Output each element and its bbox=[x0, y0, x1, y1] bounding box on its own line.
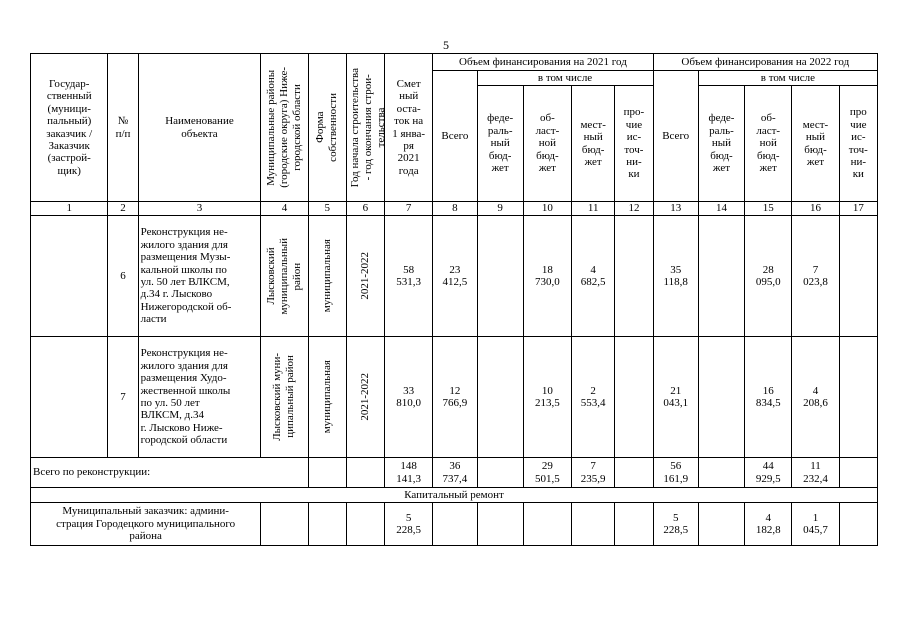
federal-2021-cell bbox=[477, 216, 523, 337]
financing-table bbox=[30, 53, 878, 546]
total-2022: 56 161,9 bbox=[653, 458, 698, 488]
column-number: 16 bbox=[792, 202, 839, 216]
empty-cell bbox=[477, 458, 523, 488]
object-name: Реконструкция не- жилого здания для размещения Музы- кальной школы по ул. 50 лет ВЛКСМ, д.34 г. Лысково Нижегородской об- ласти bbox=[138, 216, 261, 337]
page-number: 5 bbox=[443, 38, 449, 52]
total-local-2021: 7 235,9 bbox=[572, 458, 615, 488]
header-num: № п/п bbox=[108, 54, 138, 202]
capital-balance: 5 228,5 bbox=[385, 503, 433, 546]
header-local-2021: мест- ный бюд- жет bbox=[572, 86, 615, 202]
header-other-2021: про- чие ис- точ- ни- ки bbox=[615, 86, 653, 202]
total-2021: 36 737,4 bbox=[433, 458, 477, 488]
empty-cell bbox=[308, 503, 346, 546]
header-federal-2021: феде- раль- ный бюд- жет bbox=[477, 86, 523, 202]
header-local-2022: мест- ный бюд- жет bbox=[792, 86, 839, 202]
federal-2021-cell bbox=[477, 337, 523, 458]
other-2022-cell bbox=[839, 216, 877, 337]
column-number: 1 bbox=[31, 202, 108, 216]
other-2021-cell bbox=[615, 216, 653, 337]
column-number-row bbox=[31, 202, 878, 216]
header-other-2022: про чие ис- точ- ни- ки bbox=[839, 86, 877, 202]
column-number: 2 bbox=[108, 202, 138, 216]
total-regional-2022: 44 929,5 bbox=[745, 458, 792, 488]
header-regional-2021: об- ласт- ной бюд- жет bbox=[523, 86, 571, 202]
total-2022-cell: 21 043,1 bbox=[653, 337, 698, 458]
column-number: 3 bbox=[138, 202, 261, 216]
header-fin-2022: Объем финансирования на 2022 год bbox=[653, 54, 877, 71]
total-2022-cell: 35 118,8 bbox=[653, 216, 698, 337]
column-number: 4 bbox=[261, 202, 308, 216]
column-number: 13 bbox=[653, 202, 698, 216]
capital-local-2022: 1 045,7 bbox=[792, 503, 839, 546]
table-row bbox=[31, 503, 878, 546]
empty-cell bbox=[477, 503, 523, 546]
header-years: Год начала строительства - год окончания строи- тельства bbox=[346, 54, 384, 202]
header-total-2022: Всего bbox=[653, 71, 698, 202]
header-federal-2022: феде- раль- ный бюд- жет bbox=[698, 86, 744, 202]
local-2021-cell: 4 682,5 bbox=[572, 216, 615, 337]
regional-2021-cell: 10 213,5 bbox=[523, 337, 571, 458]
header-incl-2021: в том числе bbox=[477, 71, 653, 86]
column-number: 10 bbox=[523, 202, 571, 216]
other-2021-cell bbox=[615, 337, 653, 458]
section-title: Капитальный ремонт bbox=[31, 488, 878, 503]
row-number: 6 bbox=[108, 216, 138, 337]
column-number: 9 bbox=[477, 202, 523, 216]
column-number: 7 bbox=[385, 202, 433, 216]
total-row bbox=[31, 458, 878, 488]
customer-cell bbox=[31, 216, 108, 337]
total-regional-2021: 29 501,5 bbox=[523, 458, 571, 488]
header-regional-2022: об- ласт- ной бюд- жет bbox=[745, 86, 792, 202]
empty-cell bbox=[615, 458, 653, 488]
regional-2022-cell: 16 834,5 bbox=[745, 337, 792, 458]
regional-2022-cell: 28 095,0 bbox=[745, 216, 792, 337]
local-2022-cell: 4 208,6 bbox=[792, 337, 839, 458]
empty-cell bbox=[698, 458, 744, 488]
header-customer: Государ- ственный (муници- пальный) заказчик / Заказчик (застрой- щик) bbox=[31, 54, 108, 202]
empty-cell bbox=[346, 458, 384, 488]
header-total-2021: Всего bbox=[433, 71, 477, 202]
empty-cell bbox=[615, 503, 653, 546]
total-2021-cell: 12 766,9 bbox=[433, 337, 477, 458]
column-number: 6 bbox=[346, 202, 384, 216]
column-number: 15 bbox=[745, 202, 792, 216]
empty-cell bbox=[839, 503, 877, 546]
header-fin-2021: Объем финансирования на 2021 год bbox=[433, 54, 653, 71]
total-balance: 148 141,3 bbox=[385, 458, 433, 488]
empty-cell bbox=[433, 503, 477, 546]
capital-regional-2022: 4 182,8 bbox=[745, 503, 792, 546]
empty-cell bbox=[346, 503, 384, 546]
empty-cell bbox=[572, 503, 615, 546]
empty-cell bbox=[698, 503, 744, 546]
row-number: 7 bbox=[108, 337, 138, 458]
years-cell: 2021-2022 bbox=[346, 337, 384, 458]
table-row bbox=[31, 337, 878, 458]
header-ownership: Форма собственности bbox=[308, 54, 346, 202]
object-name: Реконструкция не- жилого здания для размещения Худо- жественной школы по ул. 50 лет ВЛКСМ, д.34 г. Лысково Ниже- городской области bbox=[138, 337, 261, 458]
years-cell: 2021-2022 bbox=[346, 216, 384, 337]
ownership-cell: муниципальная bbox=[308, 216, 346, 337]
header-districts: Муниципальные районы (городские округа) Ниже- городской области bbox=[261, 54, 308, 202]
local-2021-cell: 2 553,4 bbox=[572, 337, 615, 458]
balance-cell: 58 531,3 bbox=[385, 216, 433, 337]
local-2022-cell: 7 023,8 bbox=[792, 216, 839, 337]
regional-2021-cell: 18 730,0 bbox=[523, 216, 571, 337]
balance-cell: 33 810,0 bbox=[385, 337, 433, 458]
district-cell: Лысковский муниципальный район bbox=[261, 216, 308, 337]
customer-cell bbox=[31, 337, 108, 458]
column-number: 12 bbox=[615, 202, 653, 216]
total-label: Всего по реконструкции: bbox=[31, 458, 309, 488]
empty-cell bbox=[261, 503, 308, 546]
capital-total-2022: 5 228,5 bbox=[653, 503, 698, 546]
total-2021-cell: 23 412,5 bbox=[433, 216, 477, 337]
column-number: 5 bbox=[308, 202, 346, 216]
ownership-cell: муниципальная bbox=[308, 337, 346, 458]
column-number: 17 bbox=[839, 202, 877, 216]
district-cell: Лысковский муни- ципальный район bbox=[261, 337, 308, 458]
other-2022-cell bbox=[839, 337, 877, 458]
header-object: Наименование объекта bbox=[138, 54, 261, 202]
header-balance: Смет ный оста- ток на 1 янва- ря 2021 года bbox=[385, 54, 433, 202]
column-number: 14 bbox=[698, 202, 744, 216]
empty-cell bbox=[308, 458, 346, 488]
column-number: 8 bbox=[433, 202, 477, 216]
table-row bbox=[31, 216, 878, 337]
column-number: 11 bbox=[572, 202, 615, 216]
federal-2022-cell bbox=[698, 216, 744, 337]
capital-customer: Муниципальный заказчик: админи- страция Городецкого муниципального района bbox=[31, 503, 261, 546]
total-local-2022: 11 232,4 bbox=[792, 458, 839, 488]
empty-cell bbox=[839, 458, 877, 488]
federal-2022-cell bbox=[698, 337, 744, 458]
header-incl-2022: в том числе bbox=[698, 71, 877, 86]
empty-cell bbox=[523, 503, 571, 546]
